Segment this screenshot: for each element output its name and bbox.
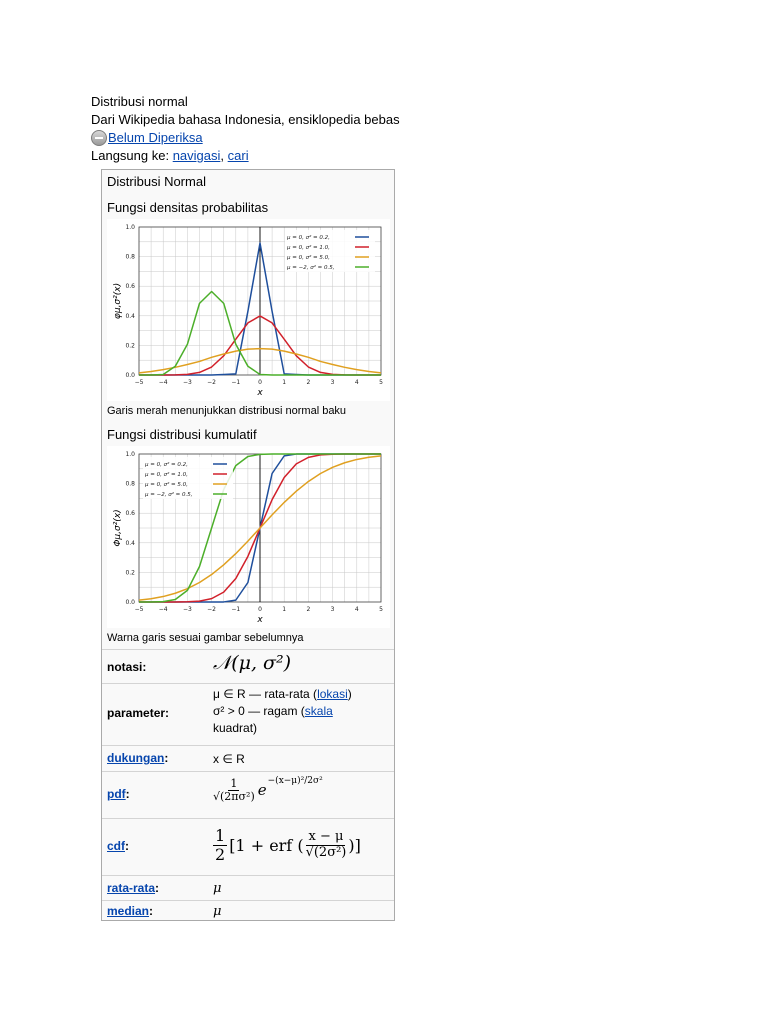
c1-x-tick-label: −4 [158, 606, 168, 613]
c1-legend-label-2: μ = 0, σ² = 5.0, [145, 482, 188, 488]
infobox-title: Distribusi Normal [107, 174, 206, 189]
c1-x-tick-label: 5 [379, 606, 383, 613]
cdf-bracket-left: [1 + erf ( [229, 835, 304, 855]
c1-x-tick-label: −3 [182, 606, 192, 613]
c1-y-axis-label: Φμ,σ²(x) [113, 509, 123, 547]
review-status-link[interactable]: Belum Diperiksa [108, 130, 203, 145]
c1-x-tick-label: −1 [231, 606, 241, 613]
c0-x-tick-label: 1 [282, 379, 287, 386]
cdf-inner-num: x − μ [308, 829, 344, 845]
jump-separator: , [220, 148, 225, 163]
cdf-inner-fraction [306, 830, 347, 860]
infobox [101, 169, 395, 921]
c0-y-tick-label: 0.8 [125, 253, 135, 261]
support-value: x ∈ R [213, 752, 245, 766]
pdf-caption: Garis merah menunjukkan distribusi normal baku [107, 405, 347, 417]
cdf-half-den: 2 [215, 844, 226, 864]
cdf-heading: Fungsi distribusi kumulatif [107, 427, 257, 442]
jump-to-line [91, 147, 491, 165]
pdf-fraction-den: √(2πσ²) [213, 790, 255, 804]
c0-x-tick-label: −1 [231, 379, 241, 386]
notation-row [102, 649, 394, 684]
c1-y-tick-label: 0.0 [125, 599, 135, 606]
unreviewed-icon [91, 130, 107, 146]
mean-colon: : [155, 881, 160, 895]
c1-x-axis-label: x [257, 615, 263, 625]
cdf-bracket-right: )] [348, 835, 361, 855]
c1-y-tick-label: 0.8 [125, 480, 135, 488]
cdf-link[interactable]: cdf [107, 839, 125, 853]
pdf-chart[interactable] [107, 219, 390, 401]
c0-y-tick-label: 0.6 [125, 283, 135, 291]
pdf-fraction-num: 1 [230, 777, 238, 790]
cdf-caption: Warna garis sesuai gambar sebelumnya [107, 632, 304, 644]
c0-legend-label-0: μ = 0, σ² = 0.2, [287, 235, 330, 241]
c1-x-tick-label: −5 [134, 606, 144, 613]
parameter-value [213, 686, 352, 737]
c1-y-tick-label: 1.0 [125, 451, 135, 458]
cdf-half-num: 1 [215, 826, 226, 845]
c1-y-tick-label: 0.2 [125, 569, 135, 577]
cdf-half [213, 827, 227, 863]
pdf-row [102, 771, 394, 819]
search-link[interactable]: cari [227, 148, 249, 163]
parameter-label: parameter: [107, 706, 170, 720]
parameter-variance-text: σ² > 0 — ragam ( [213, 704, 305, 718]
median-link[interactable]: median [107, 904, 150, 918]
parameter-mean-text: μ ∈ R — rata-rata ( [213, 687, 318, 701]
support-row [102, 745, 394, 772]
c1-y-tick-label: 0.4 [125, 539, 135, 547]
c1-x-tick-label: 2 [306, 606, 311, 613]
cdf-inner-den: √(2σ²) [305, 844, 347, 860]
c0-legend-label-3: μ = −2, σ² = 0.5, [287, 265, 335, 271]
c0-x-tick-label: −5 [134, 379, 144, 386]
c1-x-tick-label: 0 [258, 606, 262, 613]
c0-x-tick-label: 5 [379, 379, 383, 386]
c0-y-tick-label: 0.2 [125, 342, 135, 350]
c0-x-tick-label: 0 [258, 379, 262, 386]
c0-x-tick-label: 2 [306, 379, 311, 386]
c1-x-tick-label: 3 [330, 606, 335, 613]
navigation-link[interactable]: navigasi [172, 148, 221, 163]
c0-x-tick-label: −2 [207, 379, 217, 386]
support-colon: : [164, 751, 169, 765]
cdf-row [102, 818, 394, 876]
mean-link[interactable]: rata-rata [107, 881, 156, 895]
page-subtitle: Dari Wikipedia bahasa Indonesia, ensiklopedia bebas [91, 112, 400, 127]
mean-row [102, 875, 394, 901]
page-title: Distribusi normal [91, 94, 188, 109]
cdf-formula [213, 827, 361, 863]
c0-x-tick-label: 3 [330, 379, 335, 386]
median-row [102, 900, 394, 921]
parameter-row [102, 683, 394, 746]
pdf-heading: Fungsi densitas probabilitas [107, 200, 269, 215]
c1-x-tick-label: 1 [282, 606, 287, 613]
cdf-colon: : [125, 839, 129, 853]
pdf-link[interactable]: pdf [107, 787, 126, 801]
notation-formula: 𝒩(μ, σ²) [213, 652, 292, 674]
page-header [91, 93, 491, 165]
scale-link[interactable]: skala [304, 704, 333, 718]
c0-y-axis-label: φμ,σ²(x) [113, 282, 123, 320]
c0-x-tick-label: −4 [158, 379, 168, 386]
parameter-mean-close: ) [347, 687, 352, 701]
pdf-colon: : [125, 787, 130, 801]
c1-legend-label-3: μ = −2, σ² = 0.5, [145, 492, 193, 498]
median-value: μ [213, 904, 222, 919]
mean-value: μ [213, 881, 222, 896]
pdf-fraction [213, 778, 255, 803]
cdf-chart[interactable] [107, 446, 390, 628]
support-link[interactable]: dukungan [107, 751, 165, 765]
c0-y-tick-label: 0.0 [125, 372, 135, 379]
c0-y-tick-label: 0.4 [125, 312, 135, 320]
c0-y-tick-label: 1.0 [125, 224, 135, 231]
jump-to-prefix: Langsung ke: [91, 148, 170, 163]
notation-label: notasi: [107, 660, 147, 674]
pdf-exponent: −(x−μ)²/2σ² [267, 776, 323, 787]
median-colon: : [149, 904, 154, 918]
c1-legend-label-0: μ = 0, σ² = 0.2, [145, 462, 188, 468]
location-link[interactable]: lokasi [317, 687, 348, 701]
c0-legend-label-2: μ = 0, σ² = 5.0, [287, 255, 330, 261]
c1-y-tick-label: 0.6 [125, 510, 135, 518]
c1-x-tick-label: −2 [207, 606, 217, 613]
pdf-exp-base: e [257, 781, 267, 800]
parameter-variance-end: kuadrat) [213, 721, 258, 735]
c0-legend-label-1: μ = 0, σ² = 1.0, [287, 245, 330, 251]
review-status [91, 129, 491, 147]
c1-legend-label-1: μ = 0, σ² = 1.0, [145, 472, 188, 478]
c1-x-tick-label: 4 [354, 606, 359, 613]
c0-x-tick-label: −3 [182, 379, 192, 386]
c0-x-tick-label: 4 [354, 379, 359, 386]
c0-x-axis-label: x [257, 388, 263, 398]
pdf-formula [213, 778, 323, 803]
